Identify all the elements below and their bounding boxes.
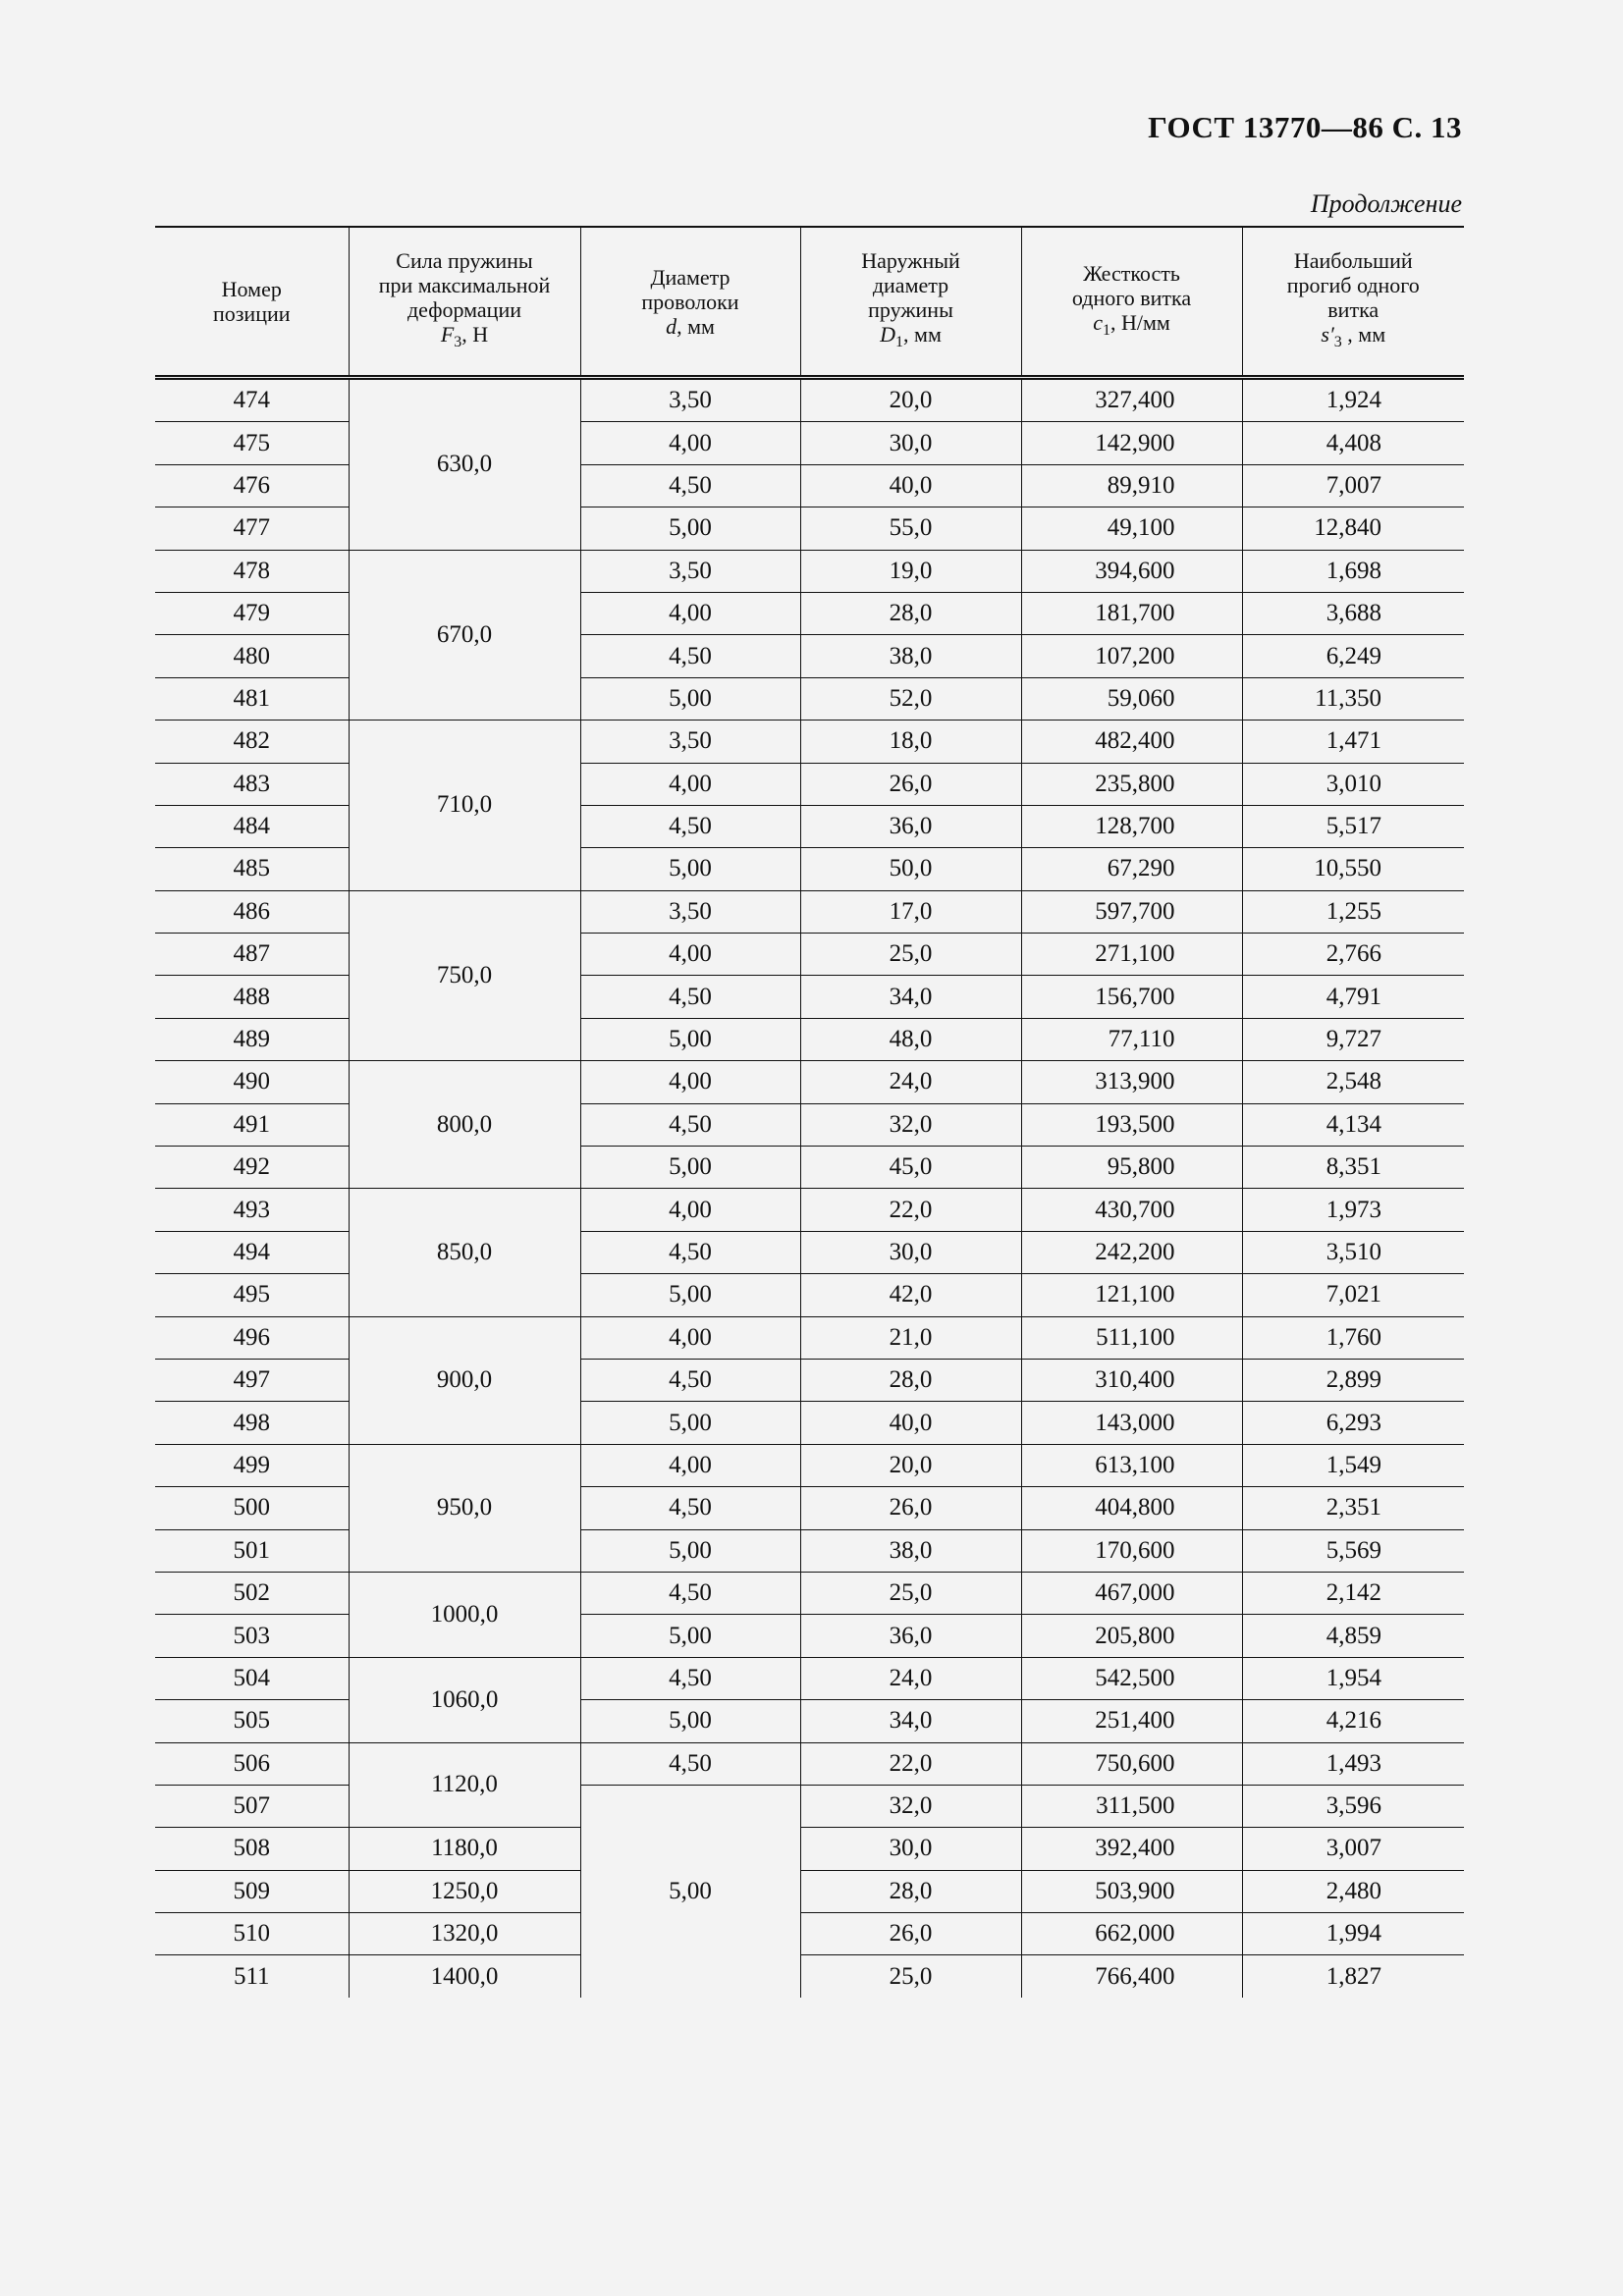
column-header-position xyxy=(155,227,349,378)
outer-diameter-cell: 26,0 xyxy=(800,1913,1021,1955)
wire-diameter-cell: 5,00 xyxy=(580,1700,800,1742)
wire-diameter-cell: 5,00 xyxy=(580,1615,800,1657)
outer-diameter-cell: 17,0 xyxy=(800,890,1021,933)
wire-diameter-cell: 4,50 xyxy=(580,635,800,677)
force-cell: 900,0 xyxy=(349,1316,580,1444)
position-cell: 511 xyxy=(155,1955,349,1998)
outer-diameter-cell: 55,0 xyxy=(800,507,1021,550)
header-subscript: 3 xyxy=(1333,334,1342,350)
outer-diameter-cell: 50,0 xyxy=(800,848,1021,890)
header-line: прогиб одного xyxy=(1286,273,1420,297)
outer-diameter-cell: 22,0 xyxy=(800,1742,1021,1785)
column-header-stiffness xyxy=(1021,227,1242,378)
position-cell: 495 xyxy=(155,1274,349,1316)
wire-diameter-cell: 4,00 xyxy=(580,422,800,464)
stiffness-cell: 128,700 xyxy=(1021,805,1242,847)
header-line: Номер xyxy=(221,277,282,301)
position-cell: 499 xyxy=(155,1444,349,1486)
wire-diameter-cell: 4,50 xyxy=(580,1572,800,1614)
stiffness-cell: 89,910 xyxy=(1021,464,1242,507)
deflection-cell: 2,480 xyxy=(1242,1870,1464,1912)
wire-diameter-cell: 4,50 xyxy=(580,1657,800,1699)
wire-diameter-cell: 5,00 xyxy=(580,1785,800,1997)
stiffness-cell: 95,800 xyxy=(1021,1147,1242,1189)
stiffness-cell: 613,100 xyxy=(1021,1444,1242,1486)
deflection-cell: 9,727 xyxy=(1242,1018,1464,1060)
force-cell: 850,0 xyxy=(349,1189,580,1316)
outer-diameter-cell: 26,0 xyxy=(800,763,1021,805)
outer-diameter-cell: 34,0 xyxy=(800,976,1021,1018)
table-row xyxy=(155,1828,1464,1870)
deflection-cell: 4,859 xyxy=(1242,1615,1464,1657)
stiffness-cell: 392,400 xyxy=(1021,1828,1242,1870)
deflection-cell: 7,007 xyxy=(1242,464,1464,507)
header-unit: , Н xyxy=(461,322,489,347)
wire-diameter-cell: 4,00 xyxy=(580,934,800,976)
stiffness-cell: 235,800 xyxy=(1021,763,1242,805)
table-row xyxy=(155,1742,1464,1785)
outer-diameter-cell: 40,0 xyxy=(800,464,1021,507)
outer-diameter-cell: 20,0 xyxy=(800,378,1021,422)
position-cell: 494 xyxy=(155,1231,349,1273)
position-cell: 488 xyxy=(155,976,349,1018)
header-unit: , мм xyxy=(676,313,715,339)
stiffness-cell: 59,060 xyxy=(1021,677,1242,720)
column-header-force xyxy=(349,227,580,378)
deflection-cell: 4,408 xyxy=(1242,422,1464,464)
outer-diameter-cell: 24,0 xyxy=(800,1061,1021,1103)
deflection-cell: 2,766 xyxy=(1242,934,1464,976)
force-cell: 1400,0 xyxy=(349,1955,580,1998)
table-body xyxy=(155,378,1464,1998)
table-row xyxy=(155,1189,1464,1231)
position-cell: 477 xyxy=(155,507,349,550)
header-subscript: 1 xyxy=(895,334,904,350)
position-cell: 507 xyxy=(155,1785,349,1827)
wire-diameter-cell: 4,00 xyxy=(580,592,800,634)
wire-diameter-cell: 5,00 xyxy=(580,677,800,720)
outer-diameter-cell: 36,0 xyxy=(800,1615,1021,1657)
outer-diameter-cell: 45,0 xyxy=(800,1147,1021,1189)
wire-diameter-cell: 4,50 xyxy=(580,1103,800,1146)
outer-diameter-cell: 25,0 xyxy=(800,1572,1021,1614)
wire-diameter-cell: 4,00 xyxy=(580,1061,800,1103)
deflection-cell: 1,493 xyxy=(1242,1742,1464,1785)
outer-diameter-cell: 30,0 xyxy=(800,422,1021,464)
force-cell: 630,0 xyxy=(349,378,580,551)
stiffness-cell: 542,500 xyxy=(1021,1657,1242,1699)
force-cell: 800,0 xyxy=(349,1061,580,1189)
table-row xyxy=(155,1657,1464,1699)
deflection-cell: 4,134 xyxy=(1242,1103,1464,1146)
header-subscript: 3 xyxy=(454,334,462,350)
header-unit: , мм xyxy=(1341,322,1386,347)
stiffness-cell: 311,500 xyxy=(1021,1785,1242,1827)
wire-diameter-cell: 5,00 xyxy=(580,848,800,890)
header-symbol: c xyxy=(1093,309,1103,335)
stiffness-cell: 121,100 xyxy=(1021,1274,1242,1316)
wire-diameter-cell: 4,50 xyxy=(580,1487,800,1529)
outer-diameter-cell: 26,0 xyxy=(800,1487,1021,1529)
deflection-cell: 1,760 xyxy=(1242,1316,1464,1359)
deflection-cell: 3,007 xyxy=(1242,1828,1464,1870)
deflection-cell: 2,351 xyxy=(1242,1487,1464,1529)
stiffness-cell: 205,800 xyxy=(1021,1615,1242,1657)
stiffness-cell: 193,500 xyxy=(1021,1103,1242,1146)
stiffness-cell: 67,290 xyxy=(1021,848,1242,890)
header-subscript: 1 xyxy=(1102,321,1110,339)
wire-diameter-cell: 5,00 xyxy=(580,1402,800,1444)
stiffness-cell: 142,900 xyxy=(1021,422,1242,464)
header-line: Наибольший xyxy=(1293,248,1413,273)
table-row xyxy=(155,1913,1464,1955)
stiffness-cell: 766,400 xyxy=(1021,1955,1242,1998)
wire-diameter-cell: 5,00 xyxy=(580,1274,800,1316)
wire-diameter-cell: 4,50 xyxy=(580,976,800,1018)
wire-diameter-cell: 4,50 xyxy=(580,1231,800,1273)
deflection-cell: 5,569 xyxy=(1242,1529,1464,1572)
stiffness-cell: 170,600 xyxy=(1021,1529,1242,1572)
force-cell: 1320,0 xyxy=(349,1913,580,1955)
stiffness-cell: 143,000 xyxy=(1021,1402,1242,1444)
header-line: витка xyxy=(1327,297,1380,322)
stiffness-cell: 503,900 xyxy=(1021,1870,1242,1912)
deflection-cell: 7,021 xyxy=(1242,1274,1464,1316)
deflection-cell: 6,293 xyxy=(1242,1402,1464,1444)
continuation-label: Продолжение xyxy=(1310,189,1462,218)
outer-diameter-cell: 38,0 xyxy=(800,635,1021,677)
wire-diameter-cell: 4,00 xyxy=(580,1189,800,1231)
deflection-cell: 2,548 xyxy=(1242,1061,1464,1103)
header-line: одного витка xyxy=(1071,285,1192,310)
deflection-cell: 3,596 xyxy=(1242,1785,1464,1827)
wire-diameter-cell: 4,50 xyxy=(580,1742,800,1785)
header-line: Сила пружины xyxy=(396,248,533,273)
stiffness-cell: 310,400 xyxy=(1021,1359,1242,1401)
deflection-cell: 4,791 xyxy=(1242,976,1464,1018)
header-line: Наружный xyxy=(861,248,960,273)
wire-diameter-cell: 3,50 xyxy=(580,550,800,592)
outer-diameter-cell: 21,0 xyxy=(800,1316,1021,1359)
wire-diameter-cell: 4,00 xyxy=(580,1316,800,1359)
header-unit: , Н/мм xyxy=(1109,309,1170,335)
force-cell: 710,0 xyxy=(349,721,580,891)
position-cell: 474 xyxy=(155,378,349,422)
force-cell: 1250,0 xyxy=(349,1870,580,1912)
position-cell: 508 xyxy=(155,1828,349,1870)
deflection-cell: 1,255 xyxy=(1242,890,1464,933)
table-row xyxy=(155,550,1464,592)
deflection-cell: 10,550 xyxy=(1242,848,1464,890)
position-cell: 478 xyxy=(155,550,349,592)
deflection-cell: 1,698 xyxy=(1242,550,1464,592)
header-line: пружины xyxy=(868,297,953,322)
outer-diameter-cell: 18,0 xyxy=(800,721,1021,763)
force-cell: 1000,0 xyxy=(349,1572,580,1657)
page-header: ГОСТ 13770—86 С. 13 xyxy=(1148,110,1462,144)
deflection-cell: 1,471 xyxy=(1242,721,1464,763)
force-cell: 950,0 xyxy=(349,1444,580,1572)
header-line: Жесткость xyxy=(1083,260,1180,286)
table-row xyxy=(155,1572,1464,1614)
table-row xyxy=(155,721,1464,763)
force-cell: 1120,0 xyxy=(349,1742,580,1828)
table-row xyxy=(155,890,1464,933)
position-cell: 482 xyxy=(155,721,349,763)
column-header-deflection xyxy=(1242,227,1464,378)
wire-diameter-cell: 5,00 xyxy=(580,507,800,550)
outer-diameter-cell: 28,0 xyxy=(800,592,1021,634)
wire-diameter-cell: 4,50 xyxy=(580,805,800,847)
position-cell: 489 xyxy=(155,1018,349,1060)
outer-diameter-cell: 25,0 xyxy=(800,1955,1021,1998)
stiffness-cell: 156,700 xyxy=(1021,976,1242,1018)
stiffness-cell: 242,200 xyxy=(1021,1231,1242,1273)
spring-parameters-table xyxy=(155,226,1464,1998)
outer-diameter-cell: 28,0 xyxy=(800,1359,1021,1401)
table-header-row xyxy=(155,227,1464,378)
position-cell: 500 xyxy=(155,1487,349,1529)
outer-diameter-cell: 48,0 xyxy=(800,1018,1021,1060)
deflection-cell: 1,924 xyxy=(1242,378,1464,422)
wire-diameter-cell: 3,50 xyxy=(580,890,800,933)
deflection-cell: 3,688 xyxy=(1242,592,1464,634)
wire-diameter-cell: 4,50 xyxy=(580,464,800,507)
deflection-cell: 11,350 xyxy=(1242,677,1464,720)
header-line: Диаметр xyxy=(650,264,730,290)
table-row xyxy=(155,1870,1464,1912)
position-cell: 502 xyxy=(155,1572,349,1614)
wire-diameter-cell: 5,00 xyxy=(580,1147,800,1189)
outer-diameter-cell: 22,0 xyxy=(800,1189,1021,1231)
header-line: при максимальной xyxy=(378,273,551,297)
stiffness-cell: 482,400 xyxy=(1021,721,1242,763)
outer-diameter-cell: 20,0 xyxy=(800,1444,1021,1486)
position-cell: 475 xyxy=(155,422,349,464)
outer-diameter-cell: 34,0 xyxy=(800,1700,1021,1742)
force-cell: 670,0 xyxy=(349,550,580,721)
deflection-cell: 2,142 xyxy=(1242,1572,1464,1614)
outer-diameter-cell: 19,0 xyxy=(800,550,1021,592)
position-cell: 490 xyxy=(155,1061,349,1103)
outer-diameter-cell: 40,0 xyxy=(800,1402,1021,1444)
deflection-cell: 8,351 xyxy=(1242,1147,1464,1189)
header-line: проволоки xyxy=(641,289,739,314)
wire-diameter-cell: 4,00 xyxy=(580,763,800,805)
header-line: диаметр xyxy=(872,273,949,297)
stiffness-cell: 181,700 xyxy=(1021,592,1242,634)
wire-diameter-cell: 3,50 xyxy=(580,721,800,763)
position-cell: 509 xyxy=(155,1870,349,1912)
stiffness-cell: 750,600 xyxy=(1021,1742,1242,1785)
table-row xyxy=(155,1061,1464,1103)
outer-diameter-cell: 42,0 xyxy=(800,1274,1021,1316)
deflection-cell: 1,994 xyxy=(1242,1913,1464,1955)
stiffness-cell: 77,110 xyxy=(1021,1018,1242,1060)
outer-diameter-cell: 30,0 xyxy=(800,1231,1021,1273)
deflection-cell: 4,216 xyxy=(1242,1700,1464,1742)
stiffness-cell: 271,100 xyxy=(1021,934,1242,976)
column-header-wire-diameter xyxy=(580,227,800,378)
stiffness-cell: 467,000 xyxy=(1021,1572,1242,1614)
deflection-cell: 1,549 xyxy=(1242,1444,1464,1486)
header-symbol: s′ xyxy=(1321,322,1334,347)
table-row xyxy=(155,1316,1464,1359)
outer-diameter-cell: 38,0 xyxy=(800,1529,1021,1572)
stiffness-cell: 430,700 xyxy=(1021,1189,1242,1231)
column-header-outer-diameter xyxy=(800,227,1021,378)
position-cell: 497 xyxy=(155,1359,349,1401)
position-cell: 486 xyxy=(155,890,349,933)
deflection-cell: 5,517 xyxy=(1242,805,1464,847)
position-cell: 484 xyxy=(155,805,349,847)
position-cell: 498 xyxy=(155,1402,349,1444)
deflection-cell: 6,249 xyxy=(1242,635,1464,677)
wire-diameter-cell: 4,50 xyxy=(580,1359,800,1401)
stiffness-cell: 49,100 xyxy=(1021,507,1242,550)
deflection-cell: 3,010 xyxy=(1242,763,1464,805)
header-symbol: F xyxy=(440,322,455,347)
position-cell: 496 xyxy=(155,1316,349,1359)
force-cell: 1180,0 xyxy=(349,1828,580,1870)
position-cell: 485 xyxy=(155,848,349,890)
position-cell: 483 xyxy=(155,763,349,805)
header-line: позиции xyxy=(212,301,291,326)
force-cell: 750,0 xyxy=(349,890,580,1061)
wire-diameter-cell: 5,00 xyxy=(580,1529,800,1572)
outer-diameter-cell: 32,0 xyxy=(800,1785,1021,1827)
deflection-cell: 1,954 xyxy=(1242,1657,1464,1699)
deflection-cell: 3,510 xyxy=(1242,1231,1464,1273)
outer-diameter-cell: 25,0 xyxy=(800,934,1021,976)
deflection-cell: 1,827 xyxy=(1242,1955,1464,1998)
position-cell: 492 xyxy=(155,1147,349,1189)
table-row xyxy=(155,1955,1464,1998)
table-row xyxy=(155,1444,1464,1486)
position-cell: 479 xyxy=(155,592,349,634)
outer-diameter-cell: 30,0 xyxy=(800,1828,1021,1870)
position-cell: 493 xyxy=(155,1189,349,1231)
position-cell: 487 xyxy=(155,934,349,976)
deflection-cell: 1,973 xyxy=(1242,1189,1464,1231)
outer-diameter-cell: 32,0 xyxy=(800,1103,1021,1146)
position-cell: 510 xyxy=(155,1913,349,1955)
header-line: деформации xyxy=(406,297,521,322)
stiffness-cell: 107,200 xyxy=(1021,635,1242,677)
stiffness-cell: 597,700 xyxy=(1021,890,1242,933)
stiffness-cell: 662,000 xyxy=(1021,1913,1242,1955)
stiffness-cell: 404,800 xyxy=(1021,1487,1242,1529)
deflection-cell: 12,840 xyxy=(1242,507,1464,550)
position-cell: 480 xyxy=(155,635,349,677)
stiffness-cell: 511,100 xyxy=(1021,1316,1242,1359)
header-symbol: D xyxy=(880,322,896,347)
wire-diameter-cell: 3,50 xyxy=(580,378,800,422)
table-row xyxy=(155,378,1464,422)
outer-diameter-cell: 24,0 xyxy=(800,1657,1021,1699)
force-cell: 1060,0 xyxy=(349,1657,580,1742)
deflection-cell: 2,899 xyxy=(1242,1359,1464,1401)
position-cell: 506 xyxy=(155,1742,349,1785)
outer-diameter-cell: 36,0 xyxy=(800,805,1021,847)
position-cell: 476 xyxy=(155,464,349,507)
position-cell: 481 xyxy=(155,677,349,720)
position-cell: 505 xyxy=(155,1700,349,1742)
outer-diameter-cell: 28,0 xyxy=(800,1870,1021,1912)
position-cell: 503 xyxy=(155,1615,349,1657)
stiffness-cell: 313,900 xyxy=(1021,1061,1242,1103)
stiffness-cell: 394,600 xyxy=(1021,550,1242,592)
stiffness-cell: 327,400 xyxy=(1021,378,1242,422)
wire-diameter-cell: 4,00 xyxy=(580,1444,800,1486)
wire-diameter-cell: 5,00 xyxy=(580,1018,800,1060)
stiffness-cell: 251,400 xyxy=(1021,1700,1242,1742)
header-unit: , мм xyxy=(903,322,942,347)
position-cell: 491 xyxy=(155,1103,349,1146)
position-cell: 501 xyxy=(155,1529,349,1572)
outer-diameter-cell: 52,0 xyxy=(800,677,1021,720)
header-symbol: d xyxy=(666,313,677,339)
position-cell: 504 xyxy=(155,1657,349,1699)
